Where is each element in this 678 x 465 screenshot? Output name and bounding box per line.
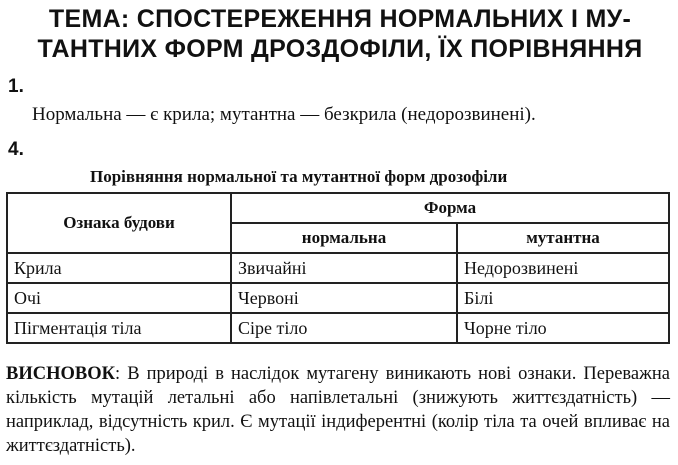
item-4-number: 4. <box>8 139 24 160</box>
table-row <box>7 313 669 343</box>
row-normal: Звичайні <box>231 253 457 283</box>
row-mutant: Білі <box>457 283 669 313</box>
row-mutant: Недорозвинені <box>457 253 669 283</box>
conclusion-text: : В природі в наслідок мутагену виникають нові ознаки. Переважна кількість мутацій летальні або напівлетальні (знижують життєздатність) — наприклад, відсутність крил. Є мутації індиферентні (колір тіла та очей впливає на життєздатність). <box>6 364 670 456</box>
conclusion-paragraph <box>6 362 670 458</box>
comparison-table <box>6 192 670 344</box>
row-normal: Червоні <box>231 283 457 313</box>
item-1-number: 1. <box>8 76 24 97</box>
row-mutant: Чорне тіло <box>457 313 669 343</box>
table-caption: Порівняння нормальної та мутантної форм дрозофіли <box>90 167 508 186</box>
header-mutant: мутантна <box>457 223 669 253</box>
title-line-1: ТЕМА: СПОСТЕРЕЖЕННЯ НОРМАЛЬНИХ І МУ- <box>48 5 632 33</box>
page-title <box>8 4 672 64</box>
conclusion-label: ВИСНОВОК <box>6 364 116 384</box>
row-normal: Сіре тіло <box>231 313 457 343</box>
row-feature: Крила <box>7 253 231 283</box>
row-feature: Пігментація тіла <box>7 313 231 343</box>
item-1-answer: Нормальна — є крила; мутантна — безкрила (недорозвинені). <box>32 104 536 125</box>
title-line-2: ТАНТНИХ ФОРМ ДРОЗДОФІЛИ, ЇХ ПОРІВНЯННЯ <box>37 35 643 63</box>
header-feature: Ознака будови <box>7 193 231 253</box>
header-form: Форма <box>231 193 669 223</box>
row-feature: Очі <box>7 283 231 313</box>
table-row <box>7 283 669 313</box>
table-header-row <box>7 193 669 223</box>
table-row <box>7 253 669 283</box>
header-normal: нормальна <box>231 223 457 253</box>
